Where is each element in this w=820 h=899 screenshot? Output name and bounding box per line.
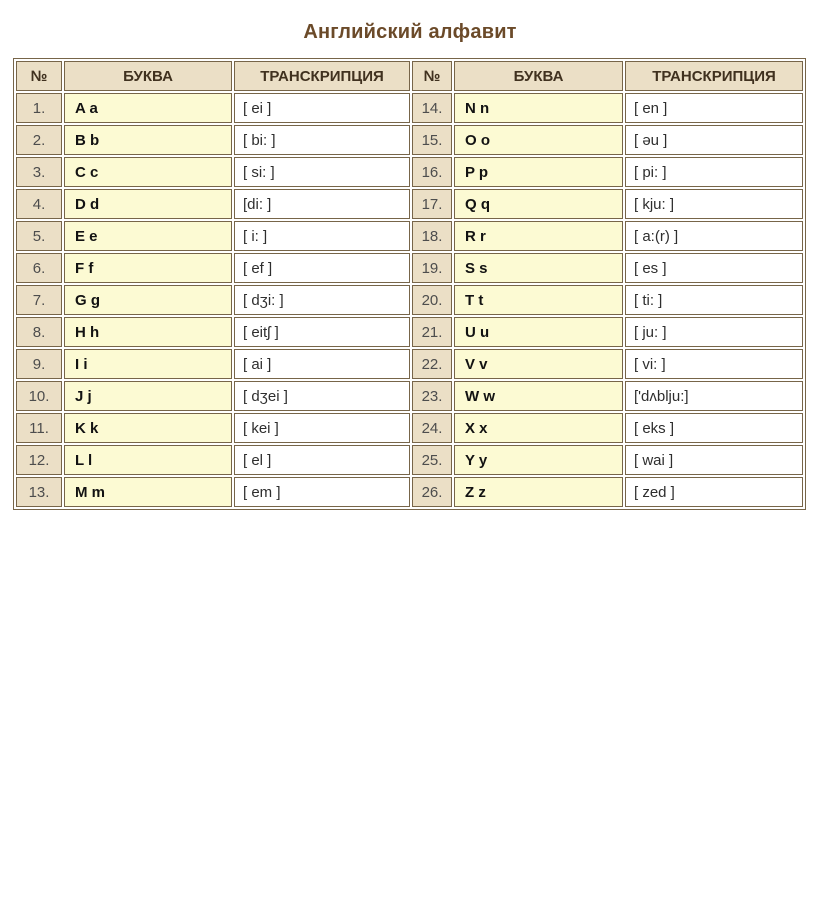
transcription-cell: [ si: ]	[234, 157, 410, 187]
letter-cell: I i	[64, 349, 232, 379]
row-number-cell: 21.	[412, 317, 452, 347]
transcription-cell: [ ef ]	[234, 253, 410, 283]
table-row	[16, 285, 803, 315]
row-number-cell: 26.	[412, 477, 452, 507]
row-number-cell: 14.	[412, 93, 452, 123]
transcription-cell: [ eitʃ ]	[234, 317, 410, 347]
letter-cell: S s	[454, 253, 623, 283]
table-row	[16, 253, 803, 283]
letter-cell: O o	[454, 125, 623, 155]
row-number-cell: 15.	[412, 125, 452, 155]
table-header	[16, 61, 803, 91]
row-number-cell: 11.	[16, 413, 62, 443]
row-number-cell: 25.	[412, 445, 452, 475]
table-row	[16, 157, 803, 187]
table-row	[16, 189, 803, 219]
letter-cell: Q q	[454, 189, 623, 219]
letter-cell: C c	[64, 157, 232, 187]
letter-cell: E e	[64, 221, 232, 251]
row-number-cell: 16.	[412, 157, 452, 187]
transcription-cell: [ em ]	[234, 477, 410, 507]
header-letter-right: БУКВА	[454, 61, 623, 91]
letter-cell: W w	[454, 381, 623, 411]
transcription-cell: [ pi: ]	[625, 157, 803, 187]
alphabet-table	[13, 58, 806, 510]
transcription-cell: [ en ]	[625, 93, 803, 123]
row-number-cell: 18.	[412, 221, 452, 251]
row-number-cell: 6.	[16, 253, 62, 283]
letter-cell: X x	[454, 413, 623, 443]
row-number-cell: 5.	[16, 221, 62, 251]
header-number-right: №	[412, 61, 452, 91]
letter-cell: V v	[454, 349, 623, 379]
transcription-cell: [ el ]	[234, 445, 410, 475]
header-transcription-left: ТРАНСКРИПЦИЯ	[234, 61, 410, 91]
letter-cell: B b	[64, 125, 232, 155]
table-row	[16, 349, 803, 379]
row-number-cell: 8.	[16, 317, 62, 347]
letter-cell: M m	[64, 477, 232, 507]
row-number-cell: 4.	[16, 189, 62, 219]
transcription-cell: [ ei ]	[234, 93, 410, 123]
row-number-cell: 24.	[412, 413, 452, 443]
row-number-cell: 7.	[16, 285, 62, 315]
letter-cell: P p	[454, 157, 623, 187]
header-row	[16, 61, 803, 91]
transcription-cell: ['dʌblju:]	[625, 381, 803, 411]
table-row	[16, 125, 803, 155]
table-body	[16, 93, 803, 507]
transcription-cell: [ i: ]	[234, 221, 410, 251]
transcription-cell: [ əu ]	[625, 125, 803, 155]
row-number-cell: 23.	[412, 381, 452, 411]
transcription-cell: [ dʒi: ]	[234, 285, 410, 315]
letter-cell: N n	[454, 93, 623, 123]
row-number-cell: 10.	[16, 381, 62, 411]
transcription-cell: [ eks ]	[625, 413, 803, 443]
row-number-cell: 17.	[412, 189, 452, 219]
letter-cell: R r	[454, 221, 623, 251]
letter-cell: G g	[64, 285, 232, 315]
table-row	[16, 381, 803, 411]
transcription-cell: [ kei ]	[234, 413, 410, 443]
row-number-cell: 22.	[412, 349, 452, 379]
transcription-cell: [ vi: ]	[625, 349, 803, 379]
table-row	[16, 221, 803, 251]
transcription-cell: [ kju: ]	[625, 189, 803, 219]
letter-cell: J j	[64, 381, 232, 411]
row-number-cell: 2.	[16, 125, 62, 155]
transcription-cell: [ ti: ]	[625, 285, 803, 315]
letter-cell: L l	[64, 445, 232, 475]
row-number-cell: 19.	[412, 253, 452, 283]
letter-cell: Y y	[454, 445, 623, 475]
transcription-cell: [ a:(r) ]	[625, 221, 803, 251]
header-number-left: №	[16, 61, 62, 91]
letter-cell: A a	[64, 93, 232, 123]
transcription-cell: [ es ]	[625, 253, 803, 283]
letter-cell: T t	[454, 285, 623, 315]
transcription-cell: [ wai ]	[625, 445, 803, 475]
letter-cell: U u	[454, 317, 623, 347]
table-row	[16, 317, 803, 347]
table-row	[16, 477, 803, 507]
letter-cell: K k	[64, 413, 232, 443]
row-number-cell: 12.	[16, 445, 62, 475]
table-row	[16, 445, 803, 475]
transcription-cell: [ zed ]	[625, 477, 803, 507]
letter-cell: F f	[64, 253, 232, 283]
letter-cell: D d	[64, 189, 232, 219]
transcription-cell: [ ai ]	[234, 349, 410, 379]
page-title: Английский алфавит	[303, 21, 517, 43]
transcription-cell: [ ju: ]	[625, 317, 803, 347]
row-number-cell: 13.	[16, 477, 62, 507]
transcription-cell: [di: ]	[234, 189, 410, 219]
transcription-cell: [ dʒei ]	[234, 381, 410, 411]
table-row	[16, 413, 803, 443]
letter-cell: Z z	[454, 477, 623, 507]
transcription-cell: [ bi: ]	[234, 125, 410, 155]
row-number-cell: 3.	[16, 157, 62, 187]
letter-cell: H h	[64, 317, 232, 347]
header-transcription-right: ТРАНСКРИПЦИЯ	[625, 61, 803, 91]
row-number-cell: 1.	[16, 93, 62, 123]
row-number-cell: 20.	[412, 285, 452, 315]
row-number-cell: 9.	[16, 349, 62, 379]
header-letter-left: БУКВА	[64, 61, 232, 91]
table-row	[16, 93, 803, 123]
